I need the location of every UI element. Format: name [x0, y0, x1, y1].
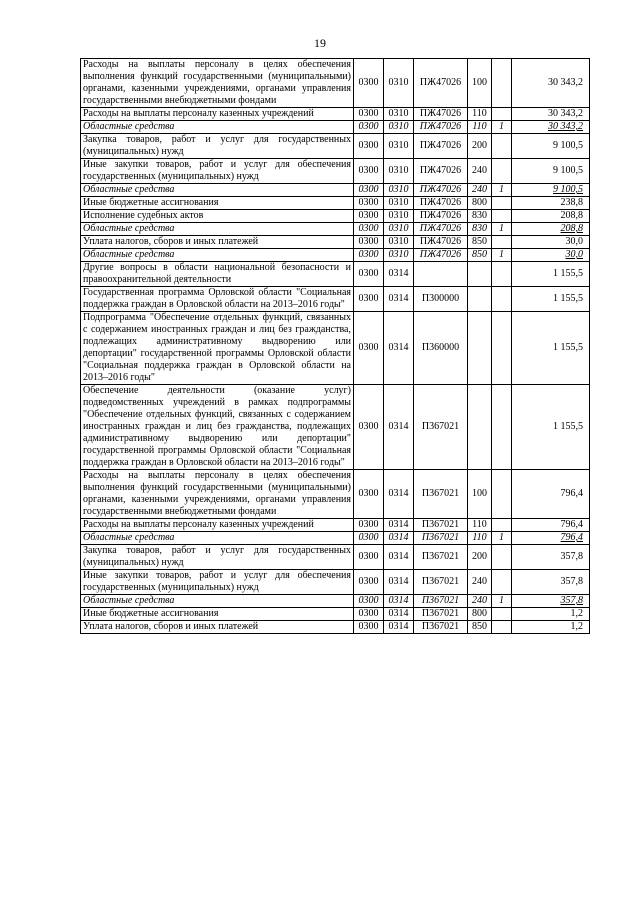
funding-source-code	[492, 545, 512, 570]
target-article-code	[414, 262, 468, 287]
target-article-code: ПЖ47026	[414, 121, 468, 134]
expense-type-code: 830	[468, 223, 492, 236]
table-row	[81, 134, 590, 159]
table-row	[81, 184, 590, 197]
funding-source-code: 1	[492, 121, 512, 134]
amount: 1 155,5	[512, 287, 590, 312]
funding-source-code: 1	[492, 223, 512, 236]
expense-type-code	[468, 385, 492, 470]
subsection-code: 0314	[384, 532, 414, 545]
table-row	[81, 249, 590, 262]
row-description: Областные средства	[81, 595, 354, 608]
subsection-code: 0310	[384, 121, 414, 134]
subsection-code: 0310	[384, 210, 414, 223]
expense-type-code: 110	[468, 532, 492, 545]
section-code: 0300	[354, 184, 384, 197]
section-code: 0300	[354, 595, 384, 608]
section-code: 0300	[354, 621, 384, 634]
target-article-code: П367021	[414, 621, 468, 634]
table-row	[81, 470, 590, 519]
target-article-code: ПЖ47026	[414, 197, 468, 210]
subsection-code: 0314	[384, 621, 414, 634]
subsection-code: 0314	[384, 287, 414, 312]
funding-source-code	[492, 519, 512, 532]
expense-type-code: 850	[468, 249, 492, 262]
funding-source-code	[492, 159, 512, 184]
expense-type-code	[468, 287, 492, 312]
section-code: 0300	[354, 159, 384, 184]
row-description: Уплата налогов, сборов и иных платежей	[81, 236, 354, 249]
row-description: Областные средства	[81, 121, 354, 134]
section-code: 0300	[354, 59, 384, 108]
table-row	[81, 532, 590, 545]
subsection-code: 0310	[384, 184, 414, 197]
row-description: Областные средства	[81, 249, 354, 262]
expense-type-code: 110	[468, 121, 492, 134]
expense-type-code: 240	[468, 159, 492, 184]
funding-source-code	[492, 134, 512, 159]
row-description: Подпрограмма "Обеспечение отдельных функций, связанных с содержанием иностранных граждан и лиц без гражданства, подлежащих административному выдворению или депортации" государственной программы Орловской области "Социальная поддержка граждан в Орловской области на 2013–2016 годы"	[81, 312, 354, 385]
table-row	[81, 121, 590, 134]
table-row	[81, 608, 590, 621]
amount: 30,0	[512, 236, 590, 249]
amount: 357,8	[512, 570, 590, 595]
table-body	[81, 59, 590, 634]
section-code: 0300	[354, 608, 384, 621]
amount: 796,4	[512, 519, 590, 532]
row-description: Иные закупки товаров, работ и услуг для обеспечения государственных (муниципальных) нужд	[81, 570, 354, 595]
expense-type-code: 200	[468, 134, 492, 159]
amount: 1 155,5	[512, 312, 590, 385]
target-article-code: П367021	[414, 532, 468, 545]
expense-type-code: 100	[468, 59, 492, 108]
section-code: 0300	[354, 570, 384, 595]
amount: 9 100,5	[512, 184, 590, 197]
table-row	[81, 570, 590, 595]
table-row	[81, 223, 590, 236]
table-row	[81, 108, 590, 121]
amount: 208,8	[512, 223, 590, 236]
amount: 208,8	[512, 210, 590, 223]
expense-type-code: 200	[468, 545, 492, 570]
subsection-code: 0314	[384, 470, 414, 519]
funding-source-code: 1	[492, 249, 512, 262]
subsection-code: 0314	[384, 608, 414, 621]
target-article-code: ПЖ47026	[414, 134, 468, 159]
row-description: Областные средства	[81, 223, 354, 236]
target-article-code: П360000	[414, 312, 468, 385]
section-code: 0300	[354, 210, 384, 223]
row-description: Другие вопросы в области национальной безопасности и правоохранительной деятельности	[81, 262, 354, 287]
section-code: 0300	[354, 519, 384, 532]
target-article-code: ПЖ47026	[414, 59, 468, 108]
amount: 238,8	[512, 197, 590, 210]
target-article-code: ПЖ47026	[414, 108, 468, 121]
amount: 796,4	[512, 470, 590, 519]
subsection-code: 0310	[384, 236, 414, 249]
table-row	[81, 545, 590, 570]
expense-type-code: 240	[468, 184, 492, 197]
funding-source-code	[492, 197, 512, 210]
target-article-code: ПЖ47026	[414, 236, 468, 249]
amount: 1,2	[512, 621, 590, 634]
section-code: 0300	[354, 236, 384, 249]
row-description: Иные бюджетные ассигнования	[81, 608, 354, 621]
expense-type-code: 240	[468, 595, 492, 608]
page-number: 19	[314, 36, 326, 50]
expense-type-code	[468, 312, 492, 385]
amount: 30,0	[512, 249, 590, 262]
amount: 796,4	[512, 532, 590, 545]
subsection-code: 0310	[384, 197, 414, 210]
target-article-code: П367021	[414, 595, 468, 608]
table-row	[81, 595, 590, 608]
expense-type-code: 830	[468, 210, 492, 223]
section-code: 0300	[354, 287, 384, 312]
amount: 1 155,5	[512, 385, 590, 470]
row-description: Областные средства	[81, 184, 354, 197]
table-row	[81, 59, 590, 108]
subsection-code: 0310	[384, 134, 414, 159]
section-code: 0300	[354, 470, 384, 519]
amount: 30 343,2	[512, 121, 590, 134]
target-article-code: П367021	[414, 570, 468, 595]
table-row	[81, 287, 590, 312]
expense-type-code: 800	[468, 608, 492, 621]
funding-source-code	[492, 312, 512, 385]
table-row	[81, 159, 590, 184]
target-article-code: П367021	[414, 519, 468, 532]
target-article-code: ПЖ47026	[414, 210, 468, 223]
row-description: Закупка товаров, работ и услуг для государственных (муниципальных) нужд	[81, 545, 354, 570]
subsection-code: 0310	[384, 59, 414, 108]
subsection-code: 0314	[384, 262, 414, 287]
target-article-code: ПЖ47026	[414, 249, 468, 262]
target-article-code: ПЖ47026	[414, 223, 468, 236]
subsection-code: 0314	[384, 385, 414, 470]
section-code: 0300	[354, 197, 384, 210]
funding-source-code	[492, 621, 512, 634]
section-code: 0300	[354, 385, 384, 470]
subsection-code: 0310	[384, 223, 414, 236]
expense-type-code: 800	[468, 197, 492, 210]
table-row	[81, 312, 590, 385]
expense-type-code: 100	[468, 470, 492, 519]
subsection-code: 0314	[384, 570, 414, 595]
target-article-code: П300000	[414, 287, 468, 312]
subsection-code: 0314	[384, 519, 414, 532]
expense-type-code: 850	[468, 236, 492, 249]
row-description: Расходы на выплаты персоналу в целях обеспечения выполнения функций государственными (муниципальными) органами, казенными учреждениями, органами управления государственными внебюджетными фондами	[81, 59, 354, 108]
funding-source-code	[492, 236, 512, 249]
funding-source-code	[492, 385, 512, 470]
row-description: Расходы на выплаты персоналу в целях обеспечения выполнения функций государственными (муниципальными) органами, казенными учреждениями, органами управления государственными внебюджетными фондами	[81, 470, 354, 519]
section-code: 0300	[354, 545, 384, 570]
row-description: Расходы на выплаты персоналу казенных учреждений	[81, 108, 354, 121]
funding-source-code: 1	[492, 595, 512, 608]
section-code: 0300	[354, 121, 384, 134]
funding-source-code	[492, 210, 512, 223]
section-code: 0300	[354, 223, 384, 236]
budget-table	[80, 58, 590, 634]
target-article-code: П367021	[414, 470, 468, 519]
funding-source-code	[492, 287, 512, 312]
expense-type-code: 110	[468, 519, 492, 532]
row-description: Иные закупки товаров, работ и услуг для обеспечения государственных (муниципальных) нужд	[81, 159, 354, 184]
row-description: Государственная программа Орловской области "Социальная поддержка граждан в Орловской области на 2013–2016 годы"	[81, 287, 354, 312]
funding-source-code	[492, 262, 512, 287]
table-row	[81, 236, 590, 249]
amount: 357,8	[512, 595, 590, 608]
expense-type-code: 110	[468, 108, 492, 121]
expense-type-code	[468, 262, 492, 287]
subsection-code: 0310	[384, 249, 414, 262]
target-article-code: П367021	[414, 608, 468, 621]
section-code: 0300	[354, 134, 384, 159]
funding-source-code	[492, 59, 512, 108]
section-code: 0300	[354, 262, 384, 287]
subsection-code: 0310	[384, 108, 414, 121]
section-code: 0300	[354, 108, 384, 121]
section-code: 0300	[354, 249, 384, 262]
target-article-code: П367021	[414, 385, 468, 470]
subsection-code: 0314	[384, 545, 414, 570]
section-code: 0300	[354, 312, 384, 385]
row-description: Расходы на выплаты персоналу казенных учреждений	[81, 519, 354, 532]
row-description: Закупка товаров, работ и услуг для государственных (муниципальных) нужд	[81, 134, 354, 159]
amount: 9 100,5	[512, 134, 590, 159]
subsection-code: 0314	[384, 595, 414, 608]
row-description: Иные бюджетные ассигнования	[81, 197, 354, 210]
expense-type-code: 240	[468, 570, 492, 595]
funding-source-code	[492, 608, 512, 621]
target-article-code: ПЖ47026	[414, 159, 468, 184]
row-description: Исполнение судебных актов	[81, 210, 354, 223]
row-description: Уплата налогов, сборов и иных платежей	[81, 621, 354, 634]
funding-source-code: 1	[492, 532, 512, 545]
funding-source-code	[492, 570, 512, 595]
amount: 9 100,5	[512, 159, 590, 184]
table-row	[81, 262, 590, 287]
amount: 357,8	[512, 545, 590, 570]
subsection-code: 0314	[384, 312, 414, 385]
funding-source-code: 1	[492, 184, 512, 197]
amount: 30 343,2	[512, 59, 590, 108]
target-article-code: П367021	[414, 545, 468, 570]
table-row	[81, 519, 590, 532]
amount: 1,2	[512, 608, 590, 621]
funding-source-code	[492, 470, 512, 519]
section-code: 0300	[354, 532, 384, 545]
table-row	[81, 197, 590, 210]
row-description: Областные средства	[81, 532, 354, 545]
row-description: Обеспечение деятельности (оказание услуг) подведомственных учреждений в рамках подпрограммы "Обеспечение отдельных функций, связанных с содержанием иностранных граждан и лиц без гражданства, подлежащих административному выдворению или депортации" государственной программы Орловской области "Социальная поддержка граждан в Орловской области на 2013–2016 годы"	[81, 385, 354, 470]
funding-source-code	[492, 108, 512, 121]
table-row	[81, 621, 590, 634]
amount: 1 155,5	[512, 262, 590, 287]
subsection-code: 0310	[384, 159, 414, 184]
amount: 30 343,2	[512, 108, 590, 121]
table-row	[81, 385, 590, 470]
target-article-code: ПЖ47026	[414, 184, 468, 197]
table-row	[81, 210, 590, 223]
expense-type-code: 850	[468, 621, 492, 634]
